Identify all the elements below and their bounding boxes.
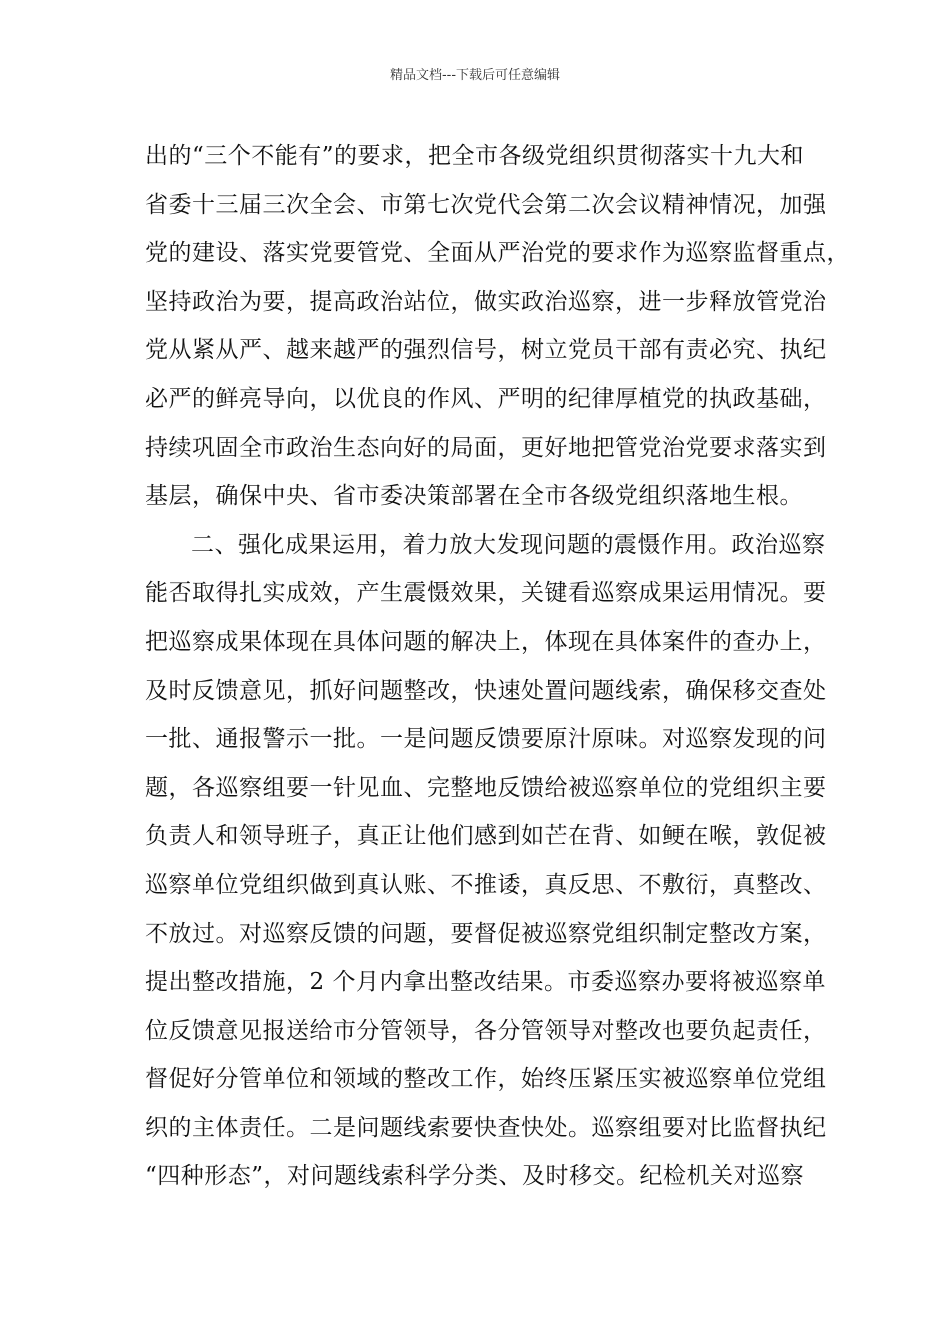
page-header: 精品文档---下载后可任意编辑	[389, 68, 561, 83]
text-line: 把巡察成果体现在具体问题的解决上，体现在具体案件的查办上，	[145, 628, 827, 655]
text-line: 织的主体责任。二是问题线索要快查快处。巡察组要对比监督执纪	[145, 1114, 827, 1141]
text-line: 党的建设、落实党要管党、全面从严治党的要求作为巡察监督重点，	[145, 240, 850, 267]
text-line: 党从紧从严、越来越严的强烈信号，树立党员干部有责必究、执纪	[145, 337, 827, 364]
text-line: “四种形态”，对问题线索科学分类、及时移交。纪检机关对巡察	[145, 1163, 805, 1190]
text-line: 巡察单位党组织做到真认账、不推诿，真反思、不敷衍，真整改、	[145, 871, 827, 898]
document-body	[145, 132, 850, 1201]
text-line: 出的“三个不能有”的要求，把全市各级党组织贯彻落实十九大和	[145, 143, 805, 169]
text-line: 一批、通报警示一批。一是问题反馈要原汁原味。对巡察发现的问	[145, 726, 827, 753]
text-line: 省委十三届三次全会、市第七次党代会第二次会议精神情况，加强	[145, 191, 827, 218]
text-line: 督促好分管单位和领域的整改工作，始终压紧压实被巡察单位党组	[145, 1066, 827, 1093]
text-line: 及时反馈意见，抓好问题整改，快速处置问题线索，确保移交查处	[145, 677, 827, 704]
text-line: 坚持政治为要，提高政治站位，做实政治巡察，进一步释放管党治	[145, 288, 827, 315]
text-line: 题，各巡察组要一针见血、完整地反馈给被巡察单位的党组织主要	[145, 774, 827, 801]
text-line: 持续巩固全市政治生态向好的局面，更好地把管党治党要求落实到	[145, 434, 827, 461]
paragraph-start-line: 二、强化成果运用，着力放大发现问题的震慑作用。政治巡察	[191, 531, 826, 558]
text-line: 负责人和领导班子，真正让他们感到如芒在背、如鲠在喉，敦促被	[145, 823, 827, 850]
text-line: 基层，确保中央、省市委决策部署在全市各级党组织落地生根。	[145, 483, 803, 510]
text-line: 必严的鲜亮导向，以优良的作风、严明的纪律厚植党的执政基础，	[145, 385, 827, 412]
text-line: 能否取得扎实成效，产生震慑效果，关键看巡察成果运用情况。要	[145, 580, 827, 607]
text-line: 位反馈意见报送给市分管领导，各分管领导对整改也要负起责任，	[145, 1017, 827, 1044]
text-line: 提出整改措施，2 个月内拿出整改结果。市委巡察办要将被巡察单	[145, 969, 826, 996]
text-line: 不放过。对巡察反馈的问题，要督促被巡察党组织制定整改方案，	[145, 920, 827, 947]
